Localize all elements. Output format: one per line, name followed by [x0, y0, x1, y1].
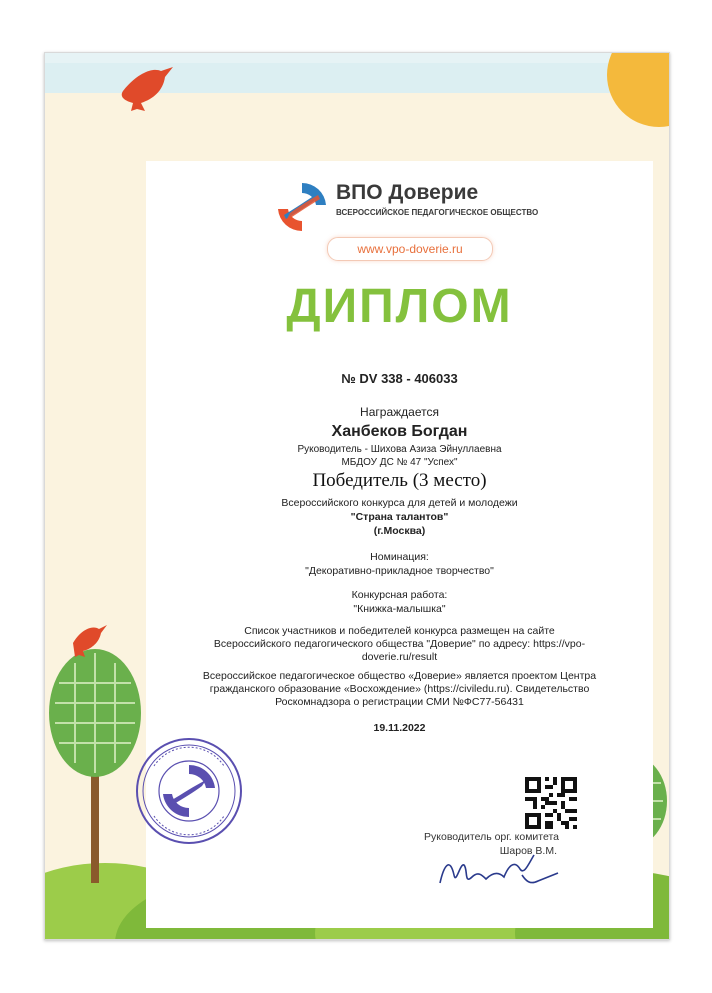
supervisor: Руководитель - Шихова Азиза Эйнуллаевна	[297, 444, 502, 455]
logo-subtitle: ВСЕРОССИЙСКОЕ ПЕДАГОГИЧЕСКОЕ ОБЩЕСТВО	[336, 208, 539, 217]
list-note-line-3: doverie.ru/result	[361, 651, 438, 663]
list-note-line-1: Список участников и победителей конкурса размещен на сайте	[244, 625, 555, 637]
about-line-1: Всероссийское педагогическое общество «Доверие» является проектом Центра	[202, 670, 597, 682]
vpo-doverie-logo-icon	[274, 179, 330, 235]
recipient-name: Ханбеков Богдан	[331, 423, 468, 440]
work-label: Конкурсная работа:	[351, 589, 448, 601]
sun-icon	[607, 53, 669, 127]
list-note-line-2: Всероссийского педагогического общества "Доверие" по адресу: https://vpo-	[213, 638, 586, 650]
issue-date: 19.11.2022	[373, 722, 426, 734]
nomination-label: Номинация:	[370, 551, 429, 563]
official-stamp-icon	[134, 736, 244, 846]
place-awarded: Победитель (3 место)	[312, 470, 487, 491]
logo-brand-name: ВПО Доверие	[336, 181, 479, 204]
about-line-3: Роскомнадзора о регистрации СМИ №ФС77-56431	[275, 696, 524, 708]
institution: МБДОУ ДС № 47 "Успех"	[341, 457, 458, 468]
awarded-label: Награждается	[360, 405, 439, 419]
about-line-2: гражданского образование «Восхождение» (https://civiledu.ru). Свидетельство	[209, 683, 590, 695]
signature-icon	[434, 845, 564, 895]
signer-role: Руководитель орг. комитета	[424, 831, 559, 843]
contest-name: "Страна талантов"	[350, 511, 449, 523]
signer-name: Шаров В.М.	[499, 845, 557, 857]
contest-line: Всероссийского конкурса для детей и молодежи	[281, 497, 518, 509]
diploma-number: № DV 338 - 406033	[341, 371, 458, 386]
website-url: www.vpo-doverie.ru	[327, 237, 493, 261]
tree-left-icon	[49, 625, 141, 883]
diploma-title: ДИПЛОМ	[286, 280, 513, 333]
contest-city: (г.Москва)	[373, 525, 426, 537]
work-value: "Книжка-малышка"	[353, 603, 446, 615]
diploma-sheet	[44, 52, 670, 940]
nomination-value: "Декоративно-прикладное творчество"	[305, 565, 494, 577]
qr-code-icon	[525, 777, 577, 829]
